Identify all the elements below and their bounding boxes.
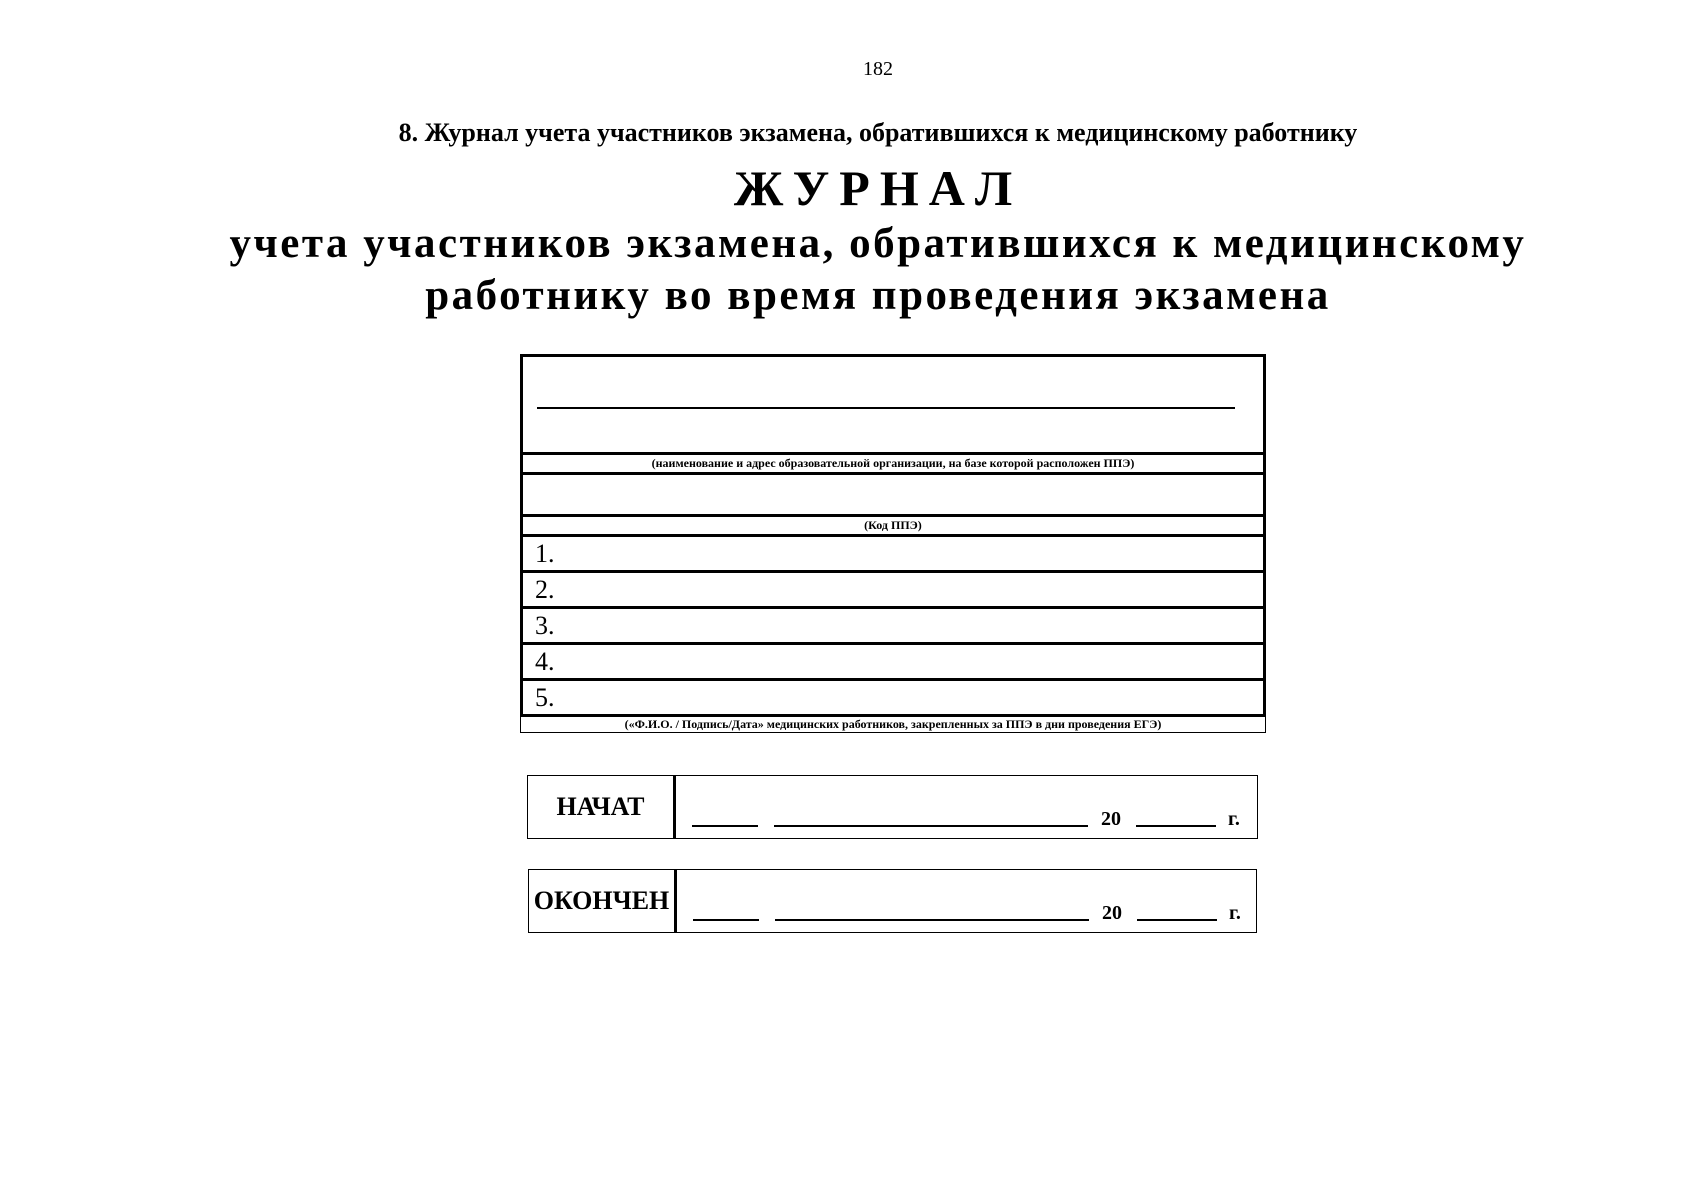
started-date-fields [674, 775, 1258, 839]
finished-date-fields [675, 869, 1257, 933]
ppe-code-caption: (Код ППЭ) [523, 517, 1263, 537]
started-year-suffix: г. [1228, 808, 1240, 830]
journal-subtitle-line-1: учета участников экзамена, обратившихся к медицинскому [229, 220, 1527, 267]
org-name-field[interactable] [523, 357, 1263, 455]
started-month-blank[interactable] [774, 825, 1088, 827]
finished-year-blank[interactable] [1137, 919, 1217, 921]
row-number: 3. [535, 611, 555, 640]
finished-day-blank[interactable] [693, 919, 759, 921]
row-number: 5. [535, 683, 555, 712]
journal-title: ЖУРНАЛ [733, 160, 1023, 216]
started-label: НАЧАТ [527, 775, 674, 839]
org-name-caption: (наименование и адрес образовательной организации, на базе которой расположен ППЭ) [523, 455, 1263, 475]
finished-year-prefix: 20 [1102, 902, 1122, 924]
medical-staff-row-4[interactable] [523, 645, 1263, 681]
medical-staff-row-3[interactable] [523, 609, 1263, 645]
journal-cover-form [520, 354, 1266, 717]
medical-staff-row-1[interactable] [523, 537, 1263, 573]
started-year-blank[interactable] [1136, 825, 1216, 827]
ppe-code-field[interactable] [523, 475, 1263, 517]
org-name-underline [537, 407, 1235, 409]
finished-month-blank[interactable] [775, 919, 1089, 921]
started-day-blank[interactable] [692, 825, 758, 827]
finished-label: ОКОНЧЕН [528, 869, 675, 933]
row-number: 4. [535, 647, 555, 676]
finished-date-block [528, 869, 1257, 933]
finished-year-suffix: г. [1229, 902, 1241, 924]
row-number: 2. [535, 575, 555, 604]
medical-staff-row-2[interactable] [523, 573, 1263, 609]
journal-subtitle-line-2: работнику во время проведения экзамена [425, 272, 1331, 319]
page-number: 182 [863, 58, 893, 80]
medical-staff-row-5[interactable] [523, 681, 1263, 717]
started-year-prefix: 20 [1101, 808, 1121, 830]
row-number: 1. [535, 539, 555, 568]
started-date-block [527, 775, 1258, 839]
section-heading: 8. Журнал учета участников экзамена, обратившихся к медицинскому работнику [398, 118, 1358, 147]
journal-subtitle [0, 218, 1698, 322]
medical-staff-caption: («Ф.И.О. / Подпись/Дата» медицинских работников, закрепленных за ППЭ в дни проведения ЕГЭ) [520, 715, 1266, 733]
